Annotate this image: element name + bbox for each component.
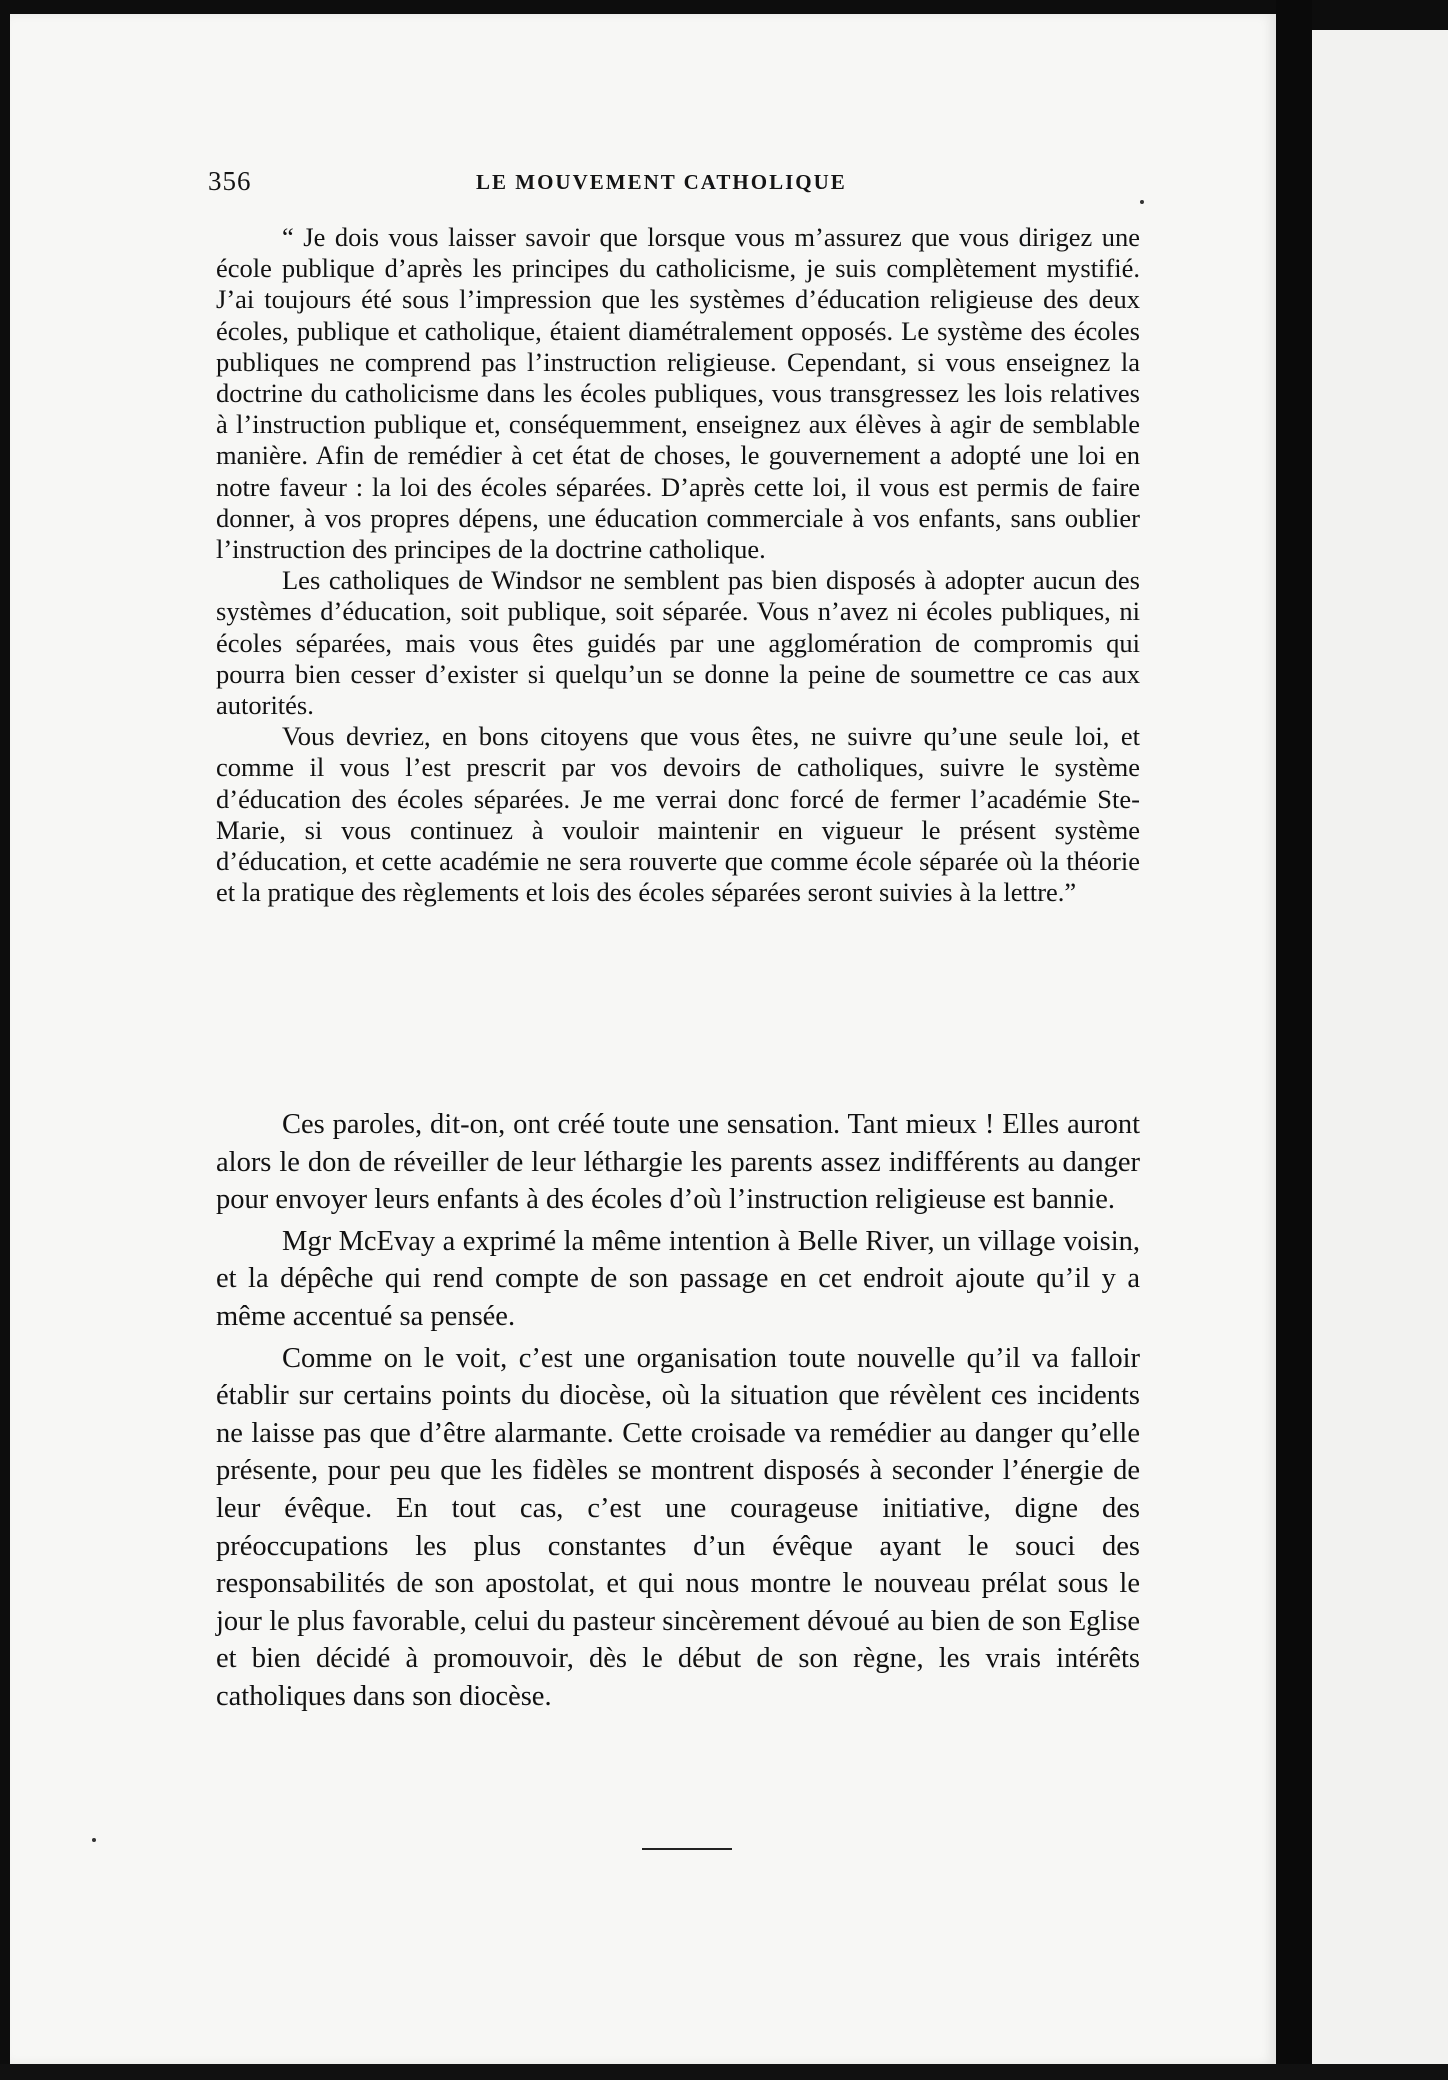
quoted-letter (216, 222, 1140, 908)
scan-gutter (1276, 0, 1312, 2080)
quote-paragraph: Les catholiques de Windsor ne semblent pas bien disposés à adopter aucun des systèmes d’éducation, soit publique, soit séparée. Vous n’avez ni écoles publiques, ni écoles séparées, mais vous êtes guidés par une agglomération de compromis qui pourra bien cesser d’exister si quelqu’un se donne la peine de soumettre ce cas aux autorités. (216, 565, 1140, 721)
page-header (208, 166, 1148, 206)
body-paragraph: Mgr McEvay a exprimé la même intention à Belle River, un village voisin, et la dépêche qui rend compte de son passage en cet endroit ajoute qu’il y a même accentué sa pensée. (216, 1225, 1140, 1332)
body-paragraph: Comme on le voit, c’est une organisation toute nouvelle qu’il va falloir établir sur certains points du diocèse, où la situation que révèlent ces incidents ne laisse pas que d’être alarmante. Cette croisade va remédier au danger qu’elle présente, pour peu que les fidèles se montrent disposés à seconder l’énergie de leur évêque. En tout cas, c’est une courageuse initiative, digne des préoccupations les plus constantes d’un évêque ayant le souci des responsabilités de son apostolat, et qui nous montre le nouveau prélat sous le jour le plus favorable, celui du pasteur sincèrement dévoué au bien de son Eglise et bien décidé à promouvoir, dès le début de son règne, les vrais intérêts catholiques dans son diocèse. (216, 1342, 1140, 1712)
section-end-rule (642, 1848, 732, 1850)
quote-paragraph: Vous devriez, en bons citoyens que vous êtes, ne suivre qu’une seule loi, et comme il vous l’est prescrit par vos devoirs de catholiques, suivre le système d’éducation des écoles séparées. Je me verrai donc forcé de fermer l’académie Ste-Marie, si vous continuez à vouloir maintenir en vigueur le présent système d’éducation, et cette académie ne sera rouverte que comme école séparée où la théorie et la pratique des règlements et lois des écoles séparées seront suivies à la lettre.” (216, 721, 1140, 908)
quote-paragraph: “ Je dois vous laisser savoir que lorsque vous m’assurez que vous dirigez une école publique d’après les principes du catholicisme, je suis complètement mystifié. J’ai toujours été sous l’impression que les systèmes d’éducation religieuse des deux écoles, publique et catholique, étaient diamétralement opposés. Le système des écoles publiques ne comprend pas l’instruction religieuse. Cependant, si vous enseignez la doctrine du catholicisme dans les écoles publiques, vous transgressez les lois relatives à l’instruction publique et, conséquemment, enseignez aux élèves à agir de semblable manière. Afin de remédier à cet état de choses, le gouvernement a adopté une loi en notre faveur : la loi des écoles séparées. D’après cette loi, il vous est permis de faire donner, à vos propres dépens, une éducation commerciale à vos enfants, sans oublier l’instruction des principes de la doctrine catholique. (216, 222, 1140, 565)
scan-speck (1140, 200, 1144, 204)
scan-bottom-edge (0, 2064, 1448, 2080)
facing-page-edge (1312, 30, 1448, 2080)
body-text (216, 1106, 1140, 1720)
scan-speck (92, 1838, 96, 1842)
running-title: LE MOUVEMENT CATHOLIQUE (476, 170, 847, 194)
page-number: 356 (208, 166, 252, 196)
body-paragraph: Ces paroles, dit-on, ont créé toute une sensation. Tant mieux ! Elles auront alors le don de réveiller de leur léthargie les parents assez indifférents au danger pour envoyer leurs enfants à des écoles d’où l’instruction religieuse est bannie. (216, 1109, 1140, 1216)
